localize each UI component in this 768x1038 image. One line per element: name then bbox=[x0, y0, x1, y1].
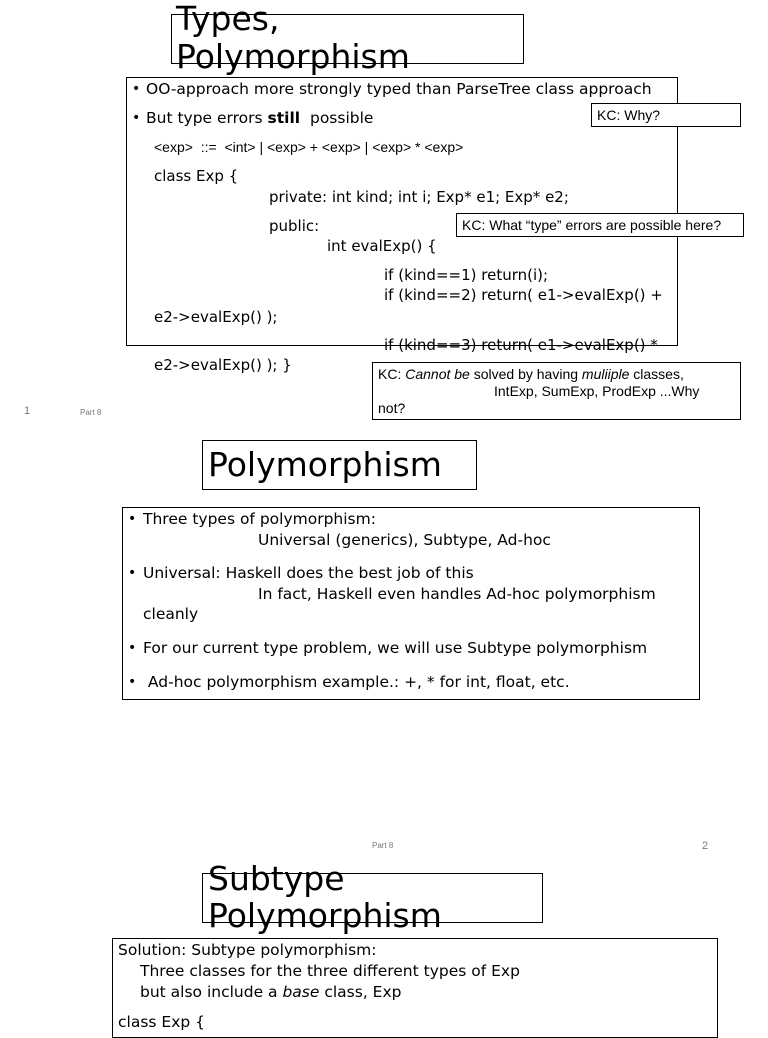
kc3-pre: KC: bbox=[378, 366, 406, 382]
if2-line: if (kind==2) return( e1->evalExp() + bbox=[384, 286, 663, 304]
if3-line: if (kind==3) return( e1->evalExp() * bbox=[384, 336, 658, 354]
slide2-b2-cont: cleanly bbox=[143, 605, 199, 623]
slide3-title-line1: Subtype bbox=[208, 859, 345, 898]
bullet2-bold: still bbox=[267, 109, 301, 127]
kc3-italic2: muliiple bbox=[581, 366, 630, 382]
slide1-page-number: 1 bbox=[24, 405, 31, 417]
slide1-part-label: Part 8 bbox=[80, 408, 102, 417]
slide3-title-line2: Polymorphism bbox=[208, 896, 442, 935]
slide3-line2: Three classes for the three different types of Exp bbox=[140, 962, 520, 980]
if1-line: if (kind==1) return(i); bbox=[384, 266, 549, 284]
slide2-b2: Universal: Haskell does the best job of this bbox=[143, 564, 474, 582]
slide2-b2-sub: In fact, Haskell even handles Ad-hoc polymorphism bbox=[258, 585, 656, 603]
grammar-line: <exp> ::= <int> | <exp> + <exp> | <exp> * <exp> bbox=[154, 139, 464, 155]
if3-cont: e2->evalExp() ); } bbox=[154, 356, 292, 374]
bullet-dot: • bbox=[132, 110, 141, 126]
kc-multiple-classes-box bbox=[372, 362, 741, 420]
slide2-b1-sub: Universal (generics), Subtype, Ad-hoc bbox=[258, 531, 551, 549]
slide3-line4: class Exp { bbox=[118, 1013, 205, 1031]
slide2-page-number: 2 bbox=[702, 840, 709, 852]
kc-type-errors-box bbox=[456, 213, 744, 237]
bullet2-text: But type errors bbox=[146, 109, 268, 127]
kc3-line1 bbox=[378, 366, 735, 383]
kc3-line3: not? bbox=[378, 400, 406, 416]
slide2-b3: For our current type problem, we will use Subtype polymorphism bbox=[143, 639, 648, 657]
slide3-line3 bbox=[140, 983, 402, 1001]
kc3-italic1: Cannot be bbox=[405, 366, 470, 382]
slide2-b4: Ad-hoc polymorphism example.: +, * for int, float, etc. bbox=[143, 673, 570, 691]
bullet-dot: • bbox=[128, 640, 137, 656]
slide2-part-label: Part 8 bbox=[372, 841, 394, 850]
class-decl: class Exp { bbox=[154, 167, 239, 185]
slide3-line3-italic: base bbox=[282, 983, 320, 1001]
kc-type-errors-text: KC: What “type” errors are possible here? bbox=[462, 217, 722, 233]
kc3-line2: IntExp, SumExp, ProdExp ...Why bbox=[494, 383, 700, 399]
slide3-line3-pre: but also include a bbox=[140, 983, 283, 1001]
slide1-bullet2 bbox=[146, 109, 373, 127]
slide3-line3-post: class, Exp bbox=[319, 983, 402, 1001]
slide1-bullet1: OO-approach more strongly typed than ParseTree class approach bbox=[146, 80, 652, 98]
public-line: public: bbox=[269, 217, 320, 235]
slide1-title-line1: Types, bbox=[176, 0, 280, 38]
if2-cont: e2->evalExp() ); bbox=[154, 308, 278, 326]
kc-why-text: KC: Why? bbox=[597, 107, 661, 123]
slide3-line1: Solution: Subtype polymorphism: bbox=[118, 941, 377, 959]
bullet-dot: • bbox=[128, 674, 137, 690]
slide2-b1: Three types of polymorphism: bbox=[143, 510, 376, 528]
bullet-dot: • bbox=[128, 511, 137, 527]
slide1-title-line2: Polymorphism bbox=[176, 37, 410, 76]
kc3-mid: solved by having bbox=[469, 366, 582, 382]
eval-decl: int evalExp() { bbox=[327, 237, 437, 255]
bullet-dot: • bbox=[132, 81, 141, 97]
private-line: private: int kind; int i; Exp* e1; Exp* e2; bbox=[269, 188, 569, 206]
slide2-title: Polymorphism bbox=[208, 445, 442, 484]
bullet2-tail: possible bbox=[300, 109, 374, 127]
bullet-dot: • bbox=[128, 565, 137, 581]
kc-why-box bbox=[591, 103, 741, 127]
kc3-post: classes, bbox=[629, 366, 684, 382]
